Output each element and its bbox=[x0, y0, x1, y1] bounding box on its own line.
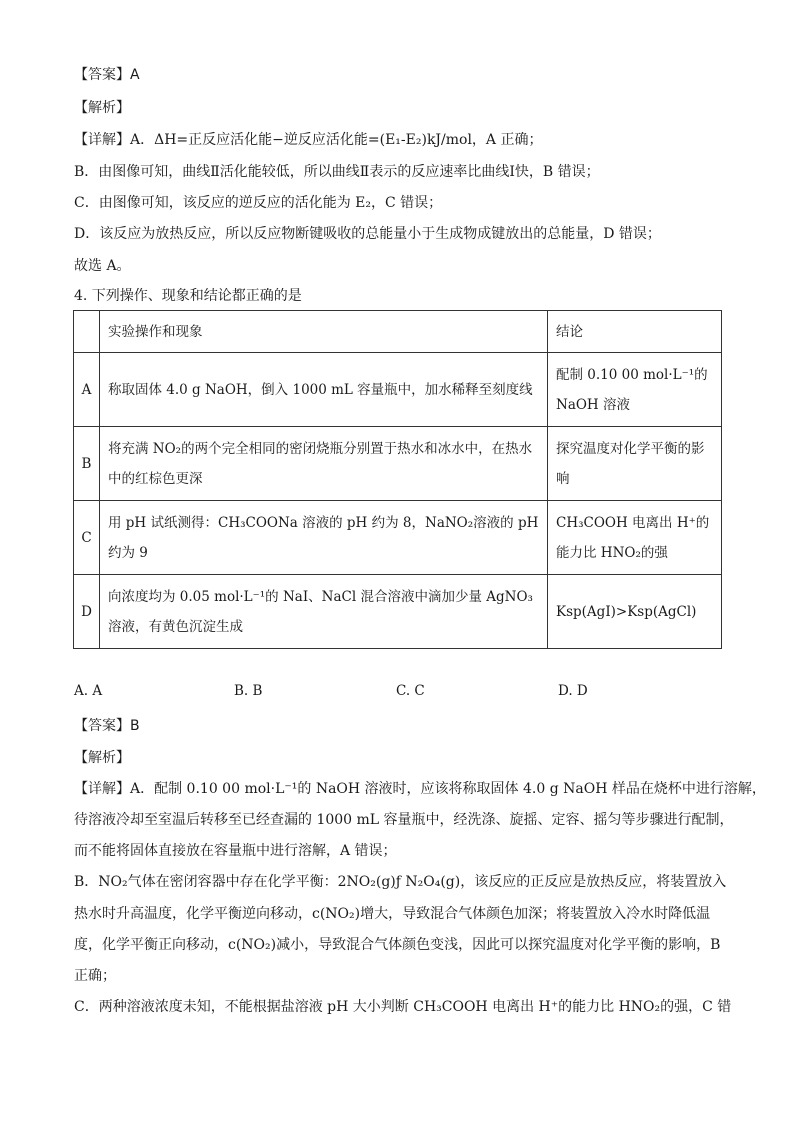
conclusion-line: 故选 A。 bbox=[74, 258, 131, 274]
detail-line: C．两种溶液浓度未知，不能根据盐溶液 pH 大小判断 CH₃COOH 电离出 H⁺的能力比 HNO₂的强，C 错 bbox=[74, 999, 732, 1015]
row-conclusion: 配制 0.10 00 mol·L⁻¹的 NaOH 溶液 bbox=[548, 353, 722, 427]
answer-label-q3: 【答案】A bbox=[74, 67, 140, 83]
detail-line-b: B．由图像可知，曲线Ⅱ活化能较低，所以曲线Ⅱ表示的反应速率比曲线Ⅰ快，B 错误； bbox=[74, 164, 600, 180]
detail-line-c: C．由图像可知，该反应的逆反应的活化能为 E₂，C 错误； bbox=[74, 195, 443, 211]
analysis-label-q3: 【解析】 bbox=[74, 100, 130, 116]
experiment-table bbox=[73, 310, 722, 649]
header-cell-conclusion: 结论 bbox=[548, 311, 722, 353]
table-header-row bbox=[74, 311, 722, 353]
row-conclusion: CH₃COOH 电离出 H⁺的能力比 HNO₂的强 bbox=[548, 501, 722, 575]
option-b: B. B bbox=[234, 683, 263, 699]
header-cell-operation: 实验操作和现象 bbox=[100, 311, 548, 353]
table-row bbox=[74, 427, 722, 501]
detail-line: 【详解】A．配制 0.10 00 mol·L⁻¹的 NaOH 溶液时，应该将称取固体 4.0 g NaOH 样品在烧杯中进行溶解， bbox=[74, 781, 766, 797]
row-operation: 向浓度均为 0.05 mol·L⁻¹的 NaI、NaCl 混合溶液中滴加少量 AgNO₃溶液，有黄色沉淀生成 bbox=[100, 575, 548, 649]
option-d: D. D bbox=[558, 683, 588, 699]
table-row bbox=[74, 501, 722, 575]
analysis-label-q4: 【解析】 bbox=[74, 750, 130, 766]
table-row bbox=[74, 353, 722, 427]
row-operation: 称取固体 4.0 g NaOH，倒入 1000 mL 容量瓶中，加水稀释至刻度线 bbox=[100, 353, 548, 427]
detail-line: 而不能将固体直接放在容量瓶中进行溶解，A 错误； bbox=[74, 843, 397, 859]
detail-line: 待溶液冷却至室温后转移至已经查漏的 1000 mL 容量瓶中，经洗涤、旋摇、定容、摇匀等步骤进行配制， bbox=[74, 812, 734, 828]
option-a: A. A bbox=[74, 683, 103, 699]
detail-line-d: D．该反应为放热反应，所以反应物断键吸收的总能量小于生成物成键放出的总能量，D 错误； bbox=[74, 226, 661, 242]
row-label: B bbox=[74, 427, 100, 501]
row-conclusion: Ksp(AgI)>Ksp(AgCl) bbox=[548, 575, 722, 649]
detail-line: 热水时升高温度，化学平衡逆向移动，c(NO₂)增大，导致混合气体颜色加深；将装置放入冷水时降低温 bbox=[74, 906, 711, 922]
row-conclusion: 探究温度对化学平衡的影响 bbox=[548, 427, 722, 501]
answer-label-q4: 【答案】B bbox=[74, 718, 140, 734]
detail-line: 正确； bbox=[74, 968, 116, 984]
row-label: C bbox=[74, 501, 100, 575]
row-label: A bbox=[74, 353, 100, 427]
detail-line-a: 【详解】A．ΔH=正反应活化能−逆反应活化能=(E₁-E₂)kJ/mol，A 正确； bbox=[74, 132, 543, 148]
row-label: D bbox=[74, 575, 100, 649]
detail-line: B．NO₂气体在密闭容器中存在化学平衡：2NO₂(g)ƒ N₂O₄(g)，该反应的正反应是放热反应，将装置放入 bbox=[74, 874, 727, 890]
option-c: C. C bbox=[396, 683, 425, 699]
detail-line: 度，化学平衡正向移动，c(NO₂)减小，导致混合气体颜色变浅，因此可以探究温度对化学平衡的影响，B bbox=[74, 937, 721, 953]
table-row bbox=[74, 575, 722, 649]
header-cell-label bbox=[74, 311, 100, 353]
question-4-stem: 4. 下列操作、现象和结论都正确的是 bbox=[74, 288, 302, 304]
row-operation: 将充满 NO₂的两个完全相同的密闭烧瓶分别置于热水和冰水中，在热水中的红棕色更深 bbox=[100, 427, 548, 501]
row-operation: 用 pH 试纸测得：CH₃COONa 溶液的 pH 约为 8，NaNO₂溶液的 pH 约为 9 bbox=[100, 501, 548, 575]
